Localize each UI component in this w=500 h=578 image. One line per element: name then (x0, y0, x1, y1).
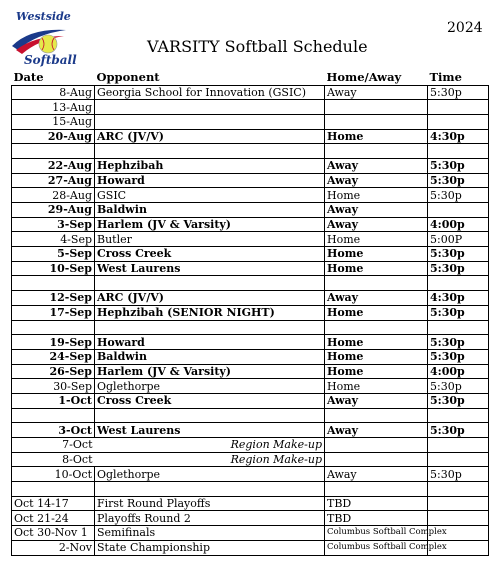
date-cell: Oct 14-17 (12, 496, 95, 511)
opponent-cell: Cross Creek (95, 393, 325, 408)
time-cell: 4:00p (428, 364, 489, 379)
table-row (12, 203, 489, 218)
home-away-cell (325, 114, 428, 129)
page-title: VARSITY Softball Schedule (147, 37, 368, 56)
home-away-cell (325, 100, 428, 115)
time-cell: 4:30p (428, 129, 489, 144)
time-cell (428, 100, 489, 115)
date-cell: 8-Oct (12, 452, 95, 467)
date-cell: 19-Sep (12, 335, 95, 350)
header-time: Time (428, 71, 489, 85)
westside-softball-logo (10, 10, 77, 68)
opponent-cell: Oglethorpe (95, 467, 325, 482)
time-cell: 5:30p (428, 158, 489, 173)
time-cell: 5:30p (428, 467, 489, 482)
time-cell: 5:30p (428, 379, 489, 394)
season-year: 2024 (447, 20, 483, 36)
opponent-cell: Butler (95, 232, 325, 247)
date-cell: 17-Sep (12, 305, 95, 320)
time-cell: 5:30p (428, 261, 489, 276)
table-row (12, 349, 489, 364)
table-row (12, 188, 489, 203)
home-away-cell: Away (325, 291, 428, 306)
home-away-cell (325, 320, 428, 335)
date-cell: Oct 30-Nov 1 (12, 526, 95, 541)
table-row (12, 114, 489, 129)
opponent-cell: ARC (JV/V) (95, 291, 325, 306)
date-cell: 29-Aug (12, 203, 95, 218)
table-row (12, 467, 489, 482)
table-row (12, 393, 489, 408)
time-cell (428, 438, 489, 453)
date-cell: 28-Aug (12, 188, 95, 203)
home-away-cell: Away (325, 423, 428, 438)
time-cell (428, 511, 489, 526)
time-cell (428, 452, 489, 467)
home-away-cell: Home (325, 335, 428, 350)
header-home-away: Home/Away (325, 71, 428, 85)
opponent-cell: Hephzibah (SENIOR NIGHT) (95, 305, 325, 320)
opponent-cell: GSIC (95, 188, 325, 203)
date-cell: 27-Aug (12, 173, 95, 188)
time-cell (428, 482, 489, 497)
home-away-cell: Home (325, 305, 428, 320)
opponent-cell: Harlem (JV & Varsity) (95, 217, 325, 232)
opponent-cell: Baldwin (95, 203, 325, 218)
table-row (12, 232, 489, 247)
date-cell (12, 408, 95, 423)
home-away-cell (325, 482, 428, 497)
home-away-cell: Home (325, 379, 428, 394)
home-away-cell: Away (325, 217, 428, 232)
time-cell (428, 203, 489, 218)
logo-text-westside: Westside (16, 10, 71, 23)
opponent-cell: Harlem (JV & Varsity) (95, 364, 325, 379)
table-row (12, 526, 489, 541)
time-cell (428, 144, 489, 159)
home-away-cell: Home (325, 261, 428, 276)
time-cell: 5:30p (428, 247, 489, 262)
opponent-cell: ARC (JV/V) (95, 129, 325, 144)
opponent-cell: Howard (95, 335, 325, 350)
home-away-cell: TBD (325, 496, 428, 511)
schedule-body (12, 85, 489, 555)
date-cell: 10-Sep (12, 261, 95, 276)
time-cell (428, 496, 489, 511)
home-away-cell: TBD (325, 511, 428, 526)
table-row (12, 276, 489, 291)
header-opponent: Opponent (95, 71, 325, 85)
table-row (12, 158, 489, 173)
home-away-cell: Away (325, 467, 428, 482)
table-row (12, 511, 489, 526)
table-row (12, 379, 489, 394)
home-away-cell (325, 144, 428, 159)
time-cell (428, 114, 489, 129)
home-away-cell: Home (325, 364, 428, 379)
home-away-cell: Home (325, 232, 428, 247)
time-cell: 5:30p (428, 85, 489, 100)
date-cell (12, 276, 95, 291)
table-row (12, 423, 489, 438)
date-cell: 3-Oct (12, 423, 95, 438)
table-row (12, 144, 489, 159)
home-away-cell: Columbus Softball Complex (325, 540, 428, 555)
date-cell: 26-Sep (12, 364, 95, 379)
table-row (12, 496, 489, 511)
time-cell: 5:30p (428, 188, 489, 203)
table-row (12, 173, 489, 188)
date-cell: 24-Sep (12, 349, 95, 364)
home-away-cell: Away (325, 85, 428, 100)
opponent-cell: Semifinals (95, 526, 325, 541)
home-away-cell: Home (325, 247, 428, 262)
home-away-cell (325, 408, 428, 423)
time-cell: 5:30p (428, 393, 489, 408)
table-row (12, 129, 489, 144)
time-cell: 5:30p (428, 349, 489, 364)
opponent-cell: Playoffs Round 2 (95, 511, 325, 526)
table-row (12, 364, 489, 379)
table-row (12, 291, 489, 306)
opponent-cell: Oglethorpe (95, 379, 325, 394)
header-row (12, 71, 489, 85)
opponent-cell: First Round Playoffs (95, 496, 325, 511)
opponent-cell (95, 114, 325, 129)
time-cell: 5:30p (428, 423, 489, 438)
table-row (12, 261, 489, 276)
home-away-cell (325, 438, 428, 453)
opponent-cell: Georgia School for Innovation (GSIC) (95, 85, 325, 100)
date-cell (12, 320, 95, 335)
table-row (12, 247, 489, 262)
date-cell: 20-Aug (12, 129, 95, 144)
date-cell: 8-Aug (12, 85, 95, 100)
opponent-cell: Baldwin (95, 349, 325, 364)
date-cell: 30-Sep (12, 379, 95, 394)
time-cell (428, 408, 489, 423)
date-cell: 1-Oct (12, 393, 95, 408)
table-row (12, 438, 489, 453)
opponent-cell (95, 276, 325, 291)
table-row (12, 305, 489, 320)
logo-text-softball: Softball (24, 53, 77, 67)
date-cell: 13-Aug (12, 100, 95, 115)
header-date: Date (12, 71, 95, 85)
time-cell: 5:30p (428, 335, 489, 350)
opponent-cell (95, 482, 325, 497)
schedule-table (11, 71, 489, 556)
home-away-cell: Home (325, 129, 428, 144)
date-cell: 5-Sep (12, 247, 95, 262)
home-away-cell (325, 452, 428, 467)
softball-swoosh-icon (10, 24, 68, 56)
table-row (12, 320, 489, 335)
opponent-cell: West Laurens (95, 423, 325, 438)
home-away-cell (325, 276, 428, 291)
home-away-cell: Home (325, 349, 428, 364)
table-row (12, 100, 489, 115)
time-cell: 5:00P (428, 232, 489, 247)
time-cell: 4:30p (428, 291, 489, 306)
date-cell: 2-Nov (12, 540, 95, 555)
date-cell: Oct 21-24 (12, 511, 95, 526)
home-away-cell: Away (325, 203, 428, 218)
date-cell: 12-Sep (12, 291, 95, 306)
home-away-cell: Away (325, 158, 428, 173)
opponent-cell: Hephzibah (95, 158, 325, 173)
date-cell: 15-Aug (12, 114, 95, 129)
opponent-cell (95, 320, 325, 335)
date-cell: 7-Oct (12, 438, 95, 453)
time-cell: 4:00p (428, 217, 489, 232)
date-cell: 22-Aug (12, 158, 95, 173)
opponent-cell: Howard (95, 173, 325, 188)
date-cell: 4-Sep (12, 232, 95, 247)
home-away-cell: Home (325, 188, 428, 203)
date-cell (12, 144, 95, 159)
time-cell (428, 320, 489, 335)
date-cell: 3-Sep (12, 217, 95, 232)
table-row (12, 85, 489, 100)
time-cell: 5:30p (428, 173, 489, 188)
home-away-cell: Columbus Softball Complex (325, 526, 428, 541)
time-cell: 5:30p (428, 305, 489, 320)
opponent-cell (95, 408, 325, 423)
date-cell (12, 482, 95, 497)
table-row (12, 335, 489, 350)
opponent-cell: State Championship (95, 540, 325, 555)
opponent-cell (95, 100, 325, 115)
opponent-cell: Cross Creek (95, 247, 325, 262)
opponent-cell: Region Make-up (95, 438, 325, 453)
table-row (12, 217, 489, 232)
home-away-cell: Away (325, 393, 428, 408)
table-row (12, 540, 489, 555)
table-row (12, 452, 489, 467)
opponent-cell (95, 144, 325, 159)
table-row (12, 482, 489, 497)
table-row (12, 408, 489, 423)
opponent-cell: Region Make-up (95, 452, 325, 467)
date-cell: 10-Oct (12, 467, 95, 482)
opponent-cell: West Laurens (95, 261, 325, 276)
home-away-cell: Away (325, 173, 428, 188)
time-cell (428, 276, 489, 291)
